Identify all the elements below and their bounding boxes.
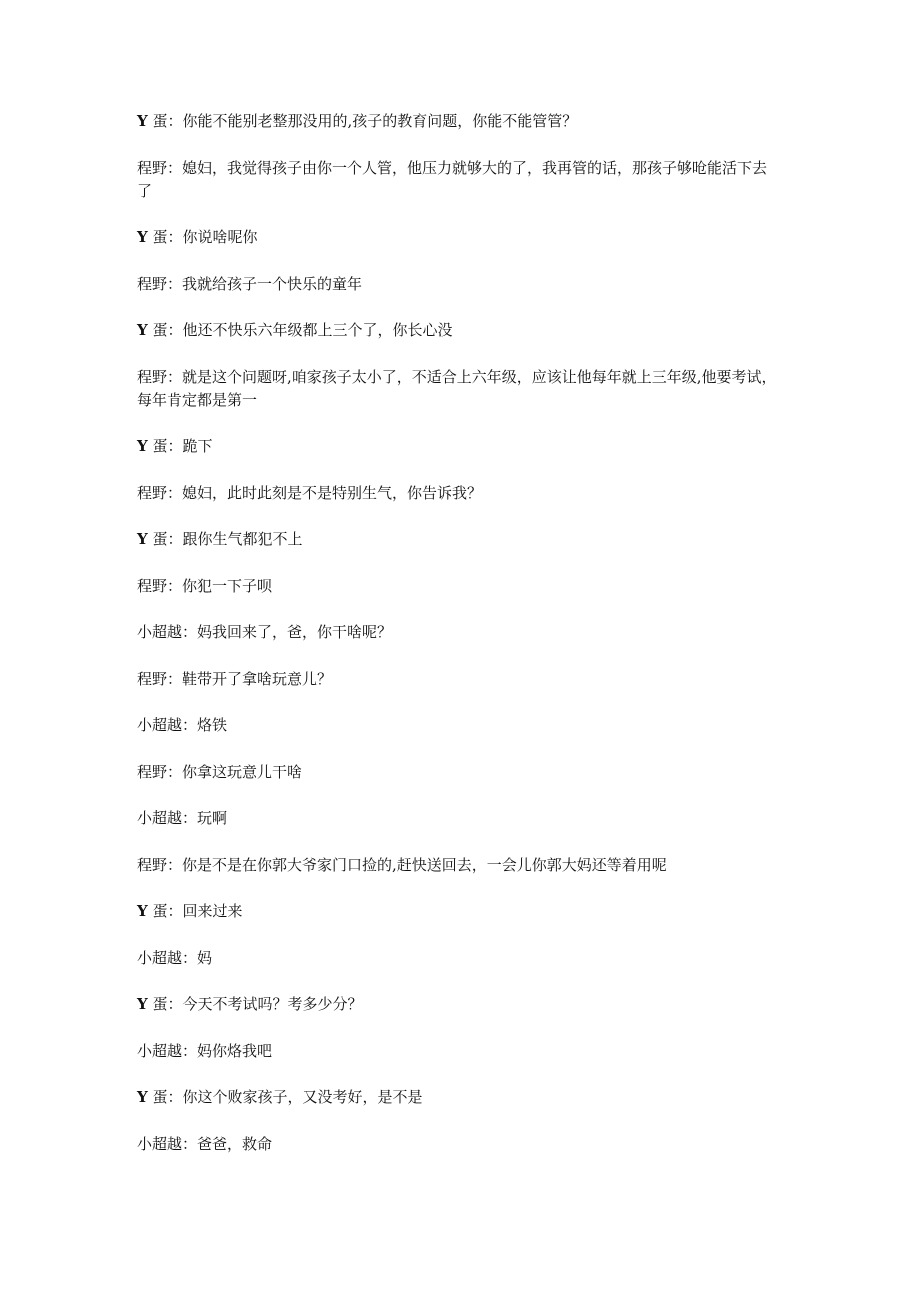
dialogue-line	[137, 273, 777, 296]
line-text: 你犯一下子呗	[182, 576, 273, 595]
line-text: 妈我回来了，爸，你干啥呢？	[197, 623, 393, 641]
speaker-name: 程野：	[137, 762, 183, 781]
dialogue-line	[137, 575, 777, 598]
speaker-name: Y 蛋：	[137, 112, 183, 130]
dialogue-line	[137, 226, 777, 249]
line-text: 就是这个问题呀,咱家孩子太小了，不适合上六年级，应该让他每年就上三年级,他要考试，每年肯定都是第一	[137, 367, 777, 409]
dialogue-line	[137, 157, 777, 203]
line-text: 你拿这玩意儿干啥	[182, 762, 303, 781]
dialogue-line	[137, 621, 777, 644]
dialogue-transcript	[137, 110, 777, 1179]
line-text: 今天不考试吗？考多少分？	[182, 995, 363, 1013]
line-text: 你能不能别老整那没用的,孩子的教育问题，你能不能管管？	[182, 112, 578, 130]
line-text: 回来过来	[182, 902, 243, 920]
speaker-name: Y 蛋：	[137, 995, 183, 1013]
speaker-name: 程野：	[137, 367, 183, 386]
line-text: 玩啊	[197, 809, 228, 827]
speaker-name: Y 蛋：	[137, 902, 183, 920]
speaker-name: 小超越：	[137, 716, 198, 734]
speaker-name: Y 蛋：	[137, 228, 183, 246]
speaker-name: 程野：	[137, 274, 183, 293]
dialogue-line	[137, 1086, 777, 1109]
speaker-name: Y 蛋：	[137, 1088, 183, 1106]
dialogue-line	[137, 1133, 777, 1156]
dialogue-line	[137, 319, 777, 342]
speaker-name: 小超越：	[137, 1134, 198, 1153]
line-text: 妈	[197, 948, 213, 967]
line-text: 你说啥呢你	[182, 228, 258, 246]
speaker-name: 小超越：	[137, 623, 198, 641]
speaker-name: 程野：	[137, 158, 183, 177]
dialogue-line	[137, 761, 777, 784]
speaker-name: 小超越：	[137, 948, 198, 967]
speaker-name: Y 蛋：	[137, 437, 183, 455]
dialogue-line	[137, 947, 777, 970]
speaker-name: 程野：	[137, 483, 183, 502]
line-text: 他还不快乐六年级都上三个了，你长心没	[182, 321, 453, 339]
dialogue-line	[137, 714, 777, 737]
dialogue-line	[137, 854, 777, 877]
line-text: 妈你烙我吧	[197, 1041, 273, 1060]
line-text: 爸爸，救命	[197, 1134, 273, 1153]
dialogue-line	[137, 110, 777, 133]
speaker-name: 程野：	[137, 576, 183, 595]
speaker-name: Y 蛋：	[137, 321, 183, 339]
dialogue-line	[137, 366, 777, 412]
speaker-name: Y 蛋：	[137, 530, 183, 548]
dialogue-line	[137, 900, 777, 923]
line-text: 我就给孩子一个快乐的童年	[182, 274, 363, 293]
dialogue-line	[137, 482, 777, 505]
line-text: 烙铁	[197, 716, 228, 734]
line-text: 你是不是在你郭大爷家门口捡的,赶快送回去，一会儿你郭大妈还等着用呢	[182, 855, 667, 874]
speaker-name: 程野：	[137, 669, 183, 688]
line-text: 鞋带开了拿啥玩意儿？	[182, 669, 333, 688]
line-text: 跪下	[182, 437, 213, 455]
speaker-name: 程野：	[137, 855, 183, 874]
dialogue-line	[137, 435, 777, 458]
dialogue-line	[137, 993, 777, 1016]
dialogue-line	[137, 528, 777, 551]
dialogue-line	[137, 668, 777, 691]
line-text: 媳妇，我觉得孩子由你一个人管，他压力就够大的了，我再管的话，那孩子够呛能活下去了	[137, 158, 768, 200]
speaker-name: 小超越：	[137, 809, 198, 827]
line-text: 你这个败家孩子，又没考好，是不是	[182, 1088, 423, 1106]
line-text: 跟你生气都犯不上	[182, 530, 303, 548]
speaker-name: 小超越：	[137, 1041, 198, 1060]
line-text: 媳妇，此时此刻是不是特别生气，你告诉我？	[182, 483, 483, 502]
dialogue-line	[137, 807, 777, 830]
dialogue-line	[137, 1040, 777, 1063]
